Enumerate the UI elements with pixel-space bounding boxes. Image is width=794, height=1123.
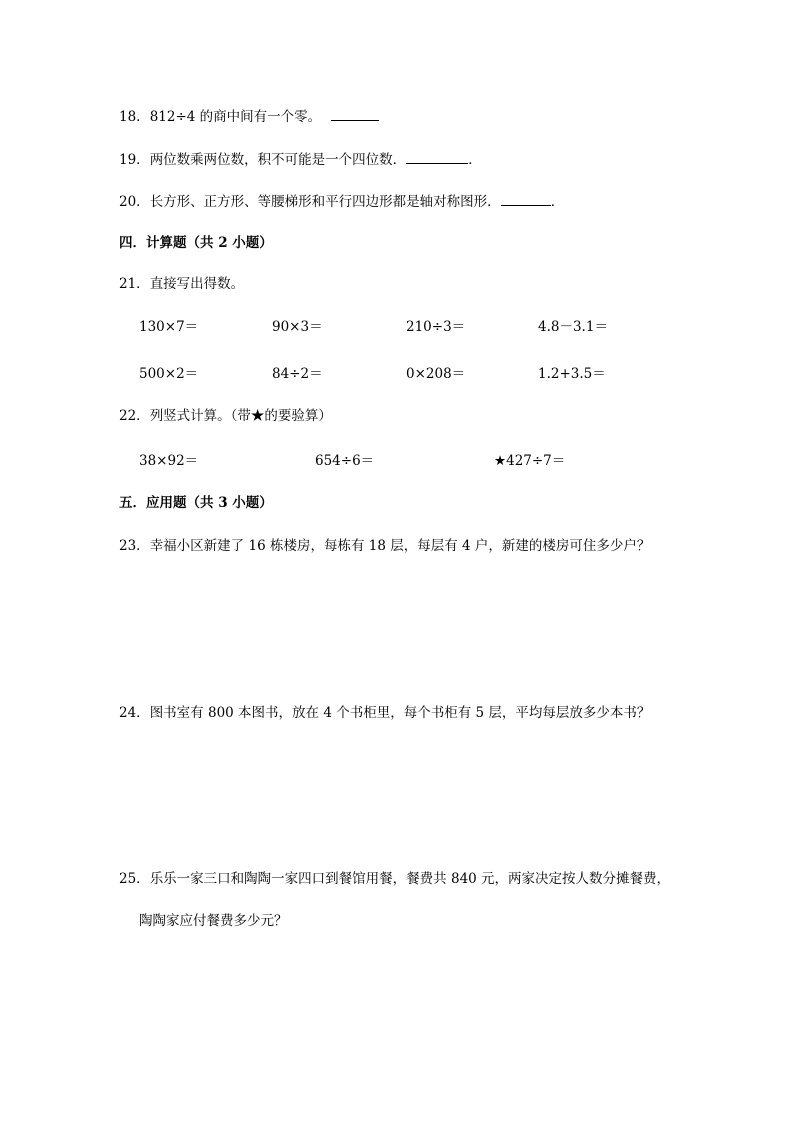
question-number: 18． xyxy=(119,109,150,125)
calc-item: 130×7＝ xyxy=(139,319,199,335)
question-number: 24． xyxy=(119,705,150,721)
answer-blank[interactable] xyxy=(331,106,379,121)
question-21 xyxy=(119,274,244,294)
question-23 xyxy=(119,536,650,556)
question-number: 21． xyxy=(119,276,150,292)
question-number: 19． xyxy=(119,152,150,168)
section-heading-5: 五．应用题（共 3 小题） xyxy=(119,495,273,511)
calc-item: 90×3＝ xyxy=(272,319,323,335)
question-20 xyxy=(119,191,564,212)
calc-item: 84÷2＝ xyxy=(272,366,323,382)
vertical-calc-item: 38×92＝ xyxy=(139,453,199,469)
question-text: 图书室有 800 本图书，放在 4 个书柜里，每个书柜有 5 层，平均每层放多少本书？ xyxy=(149,705,651,721)
calc-item: 1.2+3.5＝ xyxy=(538,366,606,382)
question-number: 23． xyxy=(119,538,150,554)
calc-item: 500×2＝ xyxy=(139,366,199,382)
question-number: 25． xyxy=(119,871,150,887)
calc-item: 0×208＝ xyxy=(406,366,466,382)
question-text: 幸福小区新建了 16 栋楼房，每栋有 18 层，每层有 4 户，新建的楼房可住多少户？ xyxy=(149,538,651,554)
question-24 xyxy=(119,703,650,723)
question-25 xyxy=(119,869,670,889)
question-22 xyxy=(119,406,332,426)
question-tail: ． xyxy=(550,194,565,210)
question-tail: ． xyxy=(468,152,482,168)
answer-blank[interactable] xyxy=(406,149,468,164)
question-text: 乐乐一家三口和陶陶一家四口到餐馆用餐，餐费共 840 元，两家决定按人数分摊餐费， xyxy=(149,871,671,887)
answer-area[interactable] xyxy=(119,732,679,862)
question-text: 长方形、正方形、等腰梯形和平行四边形都是轴对称图形． xyxy=(149,194,501,210)
question-18 xyxy=(119,106,379,127)
question-number: 22． xyxy=(119,408,150,424)
question-text: 列竖式计算。（带★的要验算） xyxy=(149,408,332,424)
vertical-calc-item: 654÷6＝ xyxy=(315,453,375,469)
answer-area[interactable] xyxy=(119,565,679,695)
question-text: 两位数乘两位数，积不可能是一个四位数． xyxy=(149,152,407,168)
vertical-calc-item: ★427÷7＝ xyxy=(494,453,566,469)
question-text: 812÷4 的商中间有一个零。 xyxy=(149,109,322,125)
question-number: 20． xyxy=(119,194,150,210)
answer-blank[interactable] xyxy=(501,191,551,206)
question-text: 直接写出得数。 xyxy=(149,276,245,292)
section-heading-4: 四．计算题（共 2 小题） xyxy=(119,235,273,251)
calc-item: 210÷3＝ xyxy=(406,319,466,335)
question-19 xyxy=(119,149,482,170)
calc-item: 4.8－3.1＝ xyxy=(538,319,608,335)
question-25-continuation: 陶陶家应付餐费多少元？ xyxy=(139,913,288,929)
answer-area[interactable] xyxy=(119,940,679,1090)
